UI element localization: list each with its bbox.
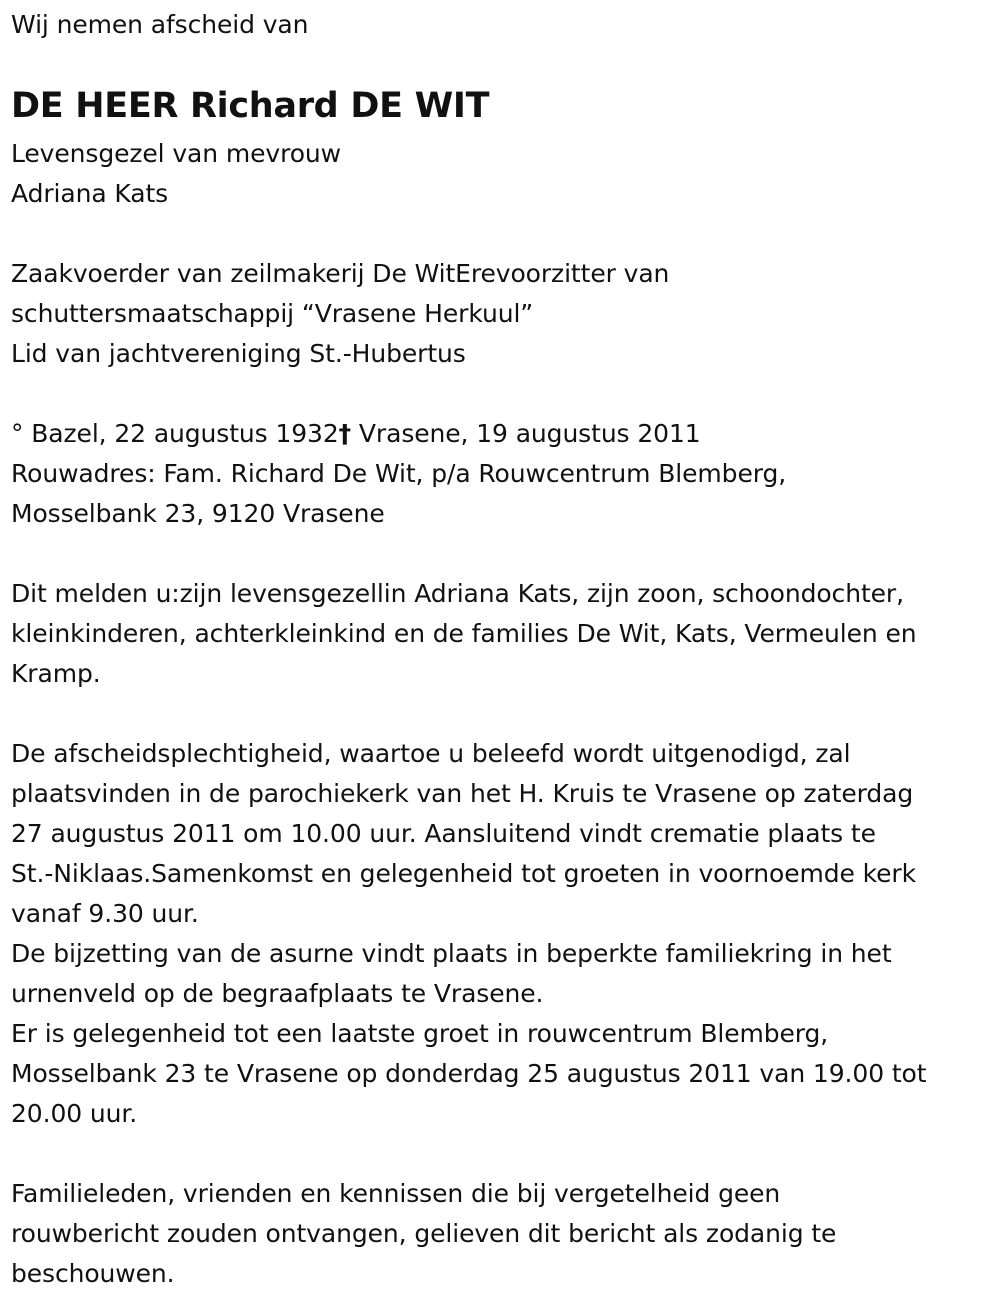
death-text: Vrasene, 19 augustus 2011 [351, 419, 701, 448]
ceremony-line: plaatsvinden in de parochiekerk van het H. Kruis te Vrasene op zaterdag [11, 779, 914, 808]
ceremony-line: 20.00 uur. [11, 1099, 138, 1128]
closing-line: Familieleden, vrienden en kennissen die bij vergetelheid geen [11, 1179, 781, 1208]
address-line: Mosselbank 23, 9120 Vrasene [11, 499, 385, 528]
titles-block [11, 254, 669, 374]
closing-line: rouwbericht zouden ontvangen, gelieven dit bericht als zodanig te [11, 1219, 837, 1248]
closing-block [11, 1174, 836, 1294]
address-line: Rouwadres: Fam. Richard De Wit, p/a Rouwcentrum Blemberg, [11, 459, 787, 488]
intro-text: Wij nemen afscheid van [11, 10, 309, 39]
ceremony-line: Er is gelegenheid tot een laatste groet in rouwcentrum Blemberg, [11, 1019, 829, 1048]
family-block [11, 574, 917, 694]
title-line: Zaakvoerder van zeilmakerij De WitErevoorzitter van [11, 259, 670, 288]
family-line: Kramp. [11, 659, 101, 688]
deceased-name: DE HEER Richard DE WIT [11, 86, 490, 126]
cross-icon: † [338, 419, 352, 448]
birth-death-line [11, 414, 786, 454]
ceremony-block [11, 734, 926, 1134]
family-line: kleinkinderen, achterkleinkind en de families De Wit, Kats, Vermeulen en [11, 619, 917, 648]
ceremony-line: St.-Niklaas.Samenkomst en gelegenheid tot groeten in voornoemde kerk [11, 859, 916, 888]
dates-block [11, 414, 786, 534]
ceremony-line: vanaf 9.30 uur. [11, 899, 199, 928]
ceremony-line: De afscheidsplechtigheid, waartoe u beleefd wordt uitgenodigd, zal [11, 739, 851, 768]
family-line: Dit melden u:zijn levensgezellin Adriana Kats, zijn zoon, schoondochter, [11, 579, 904, 608]
birth-text: ° Bazel, 22 augustus 1932 [11, 419, 339, 448]
title-line: Lid van jachtvereniging St.-Hubertus [11, 339, 466, 368]
closing-line: beschouwen. [11, 1259, 175, 1288]
partner-block [11, 134, 341, 214]
partner-line: Adriana Kats [11, 179, 169, 208]
title-line: schuttersmaatschappij “Vrasene Herkuul” [11, 299, 534, 328]
ceremony-line: Mosselbank 23 te Vrasene op donderdag 25 augustus 2011 van 19.00 tot [11, 1059, 927, 1088]
ceremony-line: 27 augustus 2011 om 10.00 uur. Aansluitend vindt crematie plaats te [11, 819, 876, 848]
ceremony-line: De bijzetting van de asurne vindt plaats in beperkte familiekring in het [11, 939, 892, 968]
partner-line: Levensgezel van mevrouw [11, 139, 342, 168]
ceremony-line: urnenveld op de begraafplaats te Vrasene. [11, 979, 544, 1008]
